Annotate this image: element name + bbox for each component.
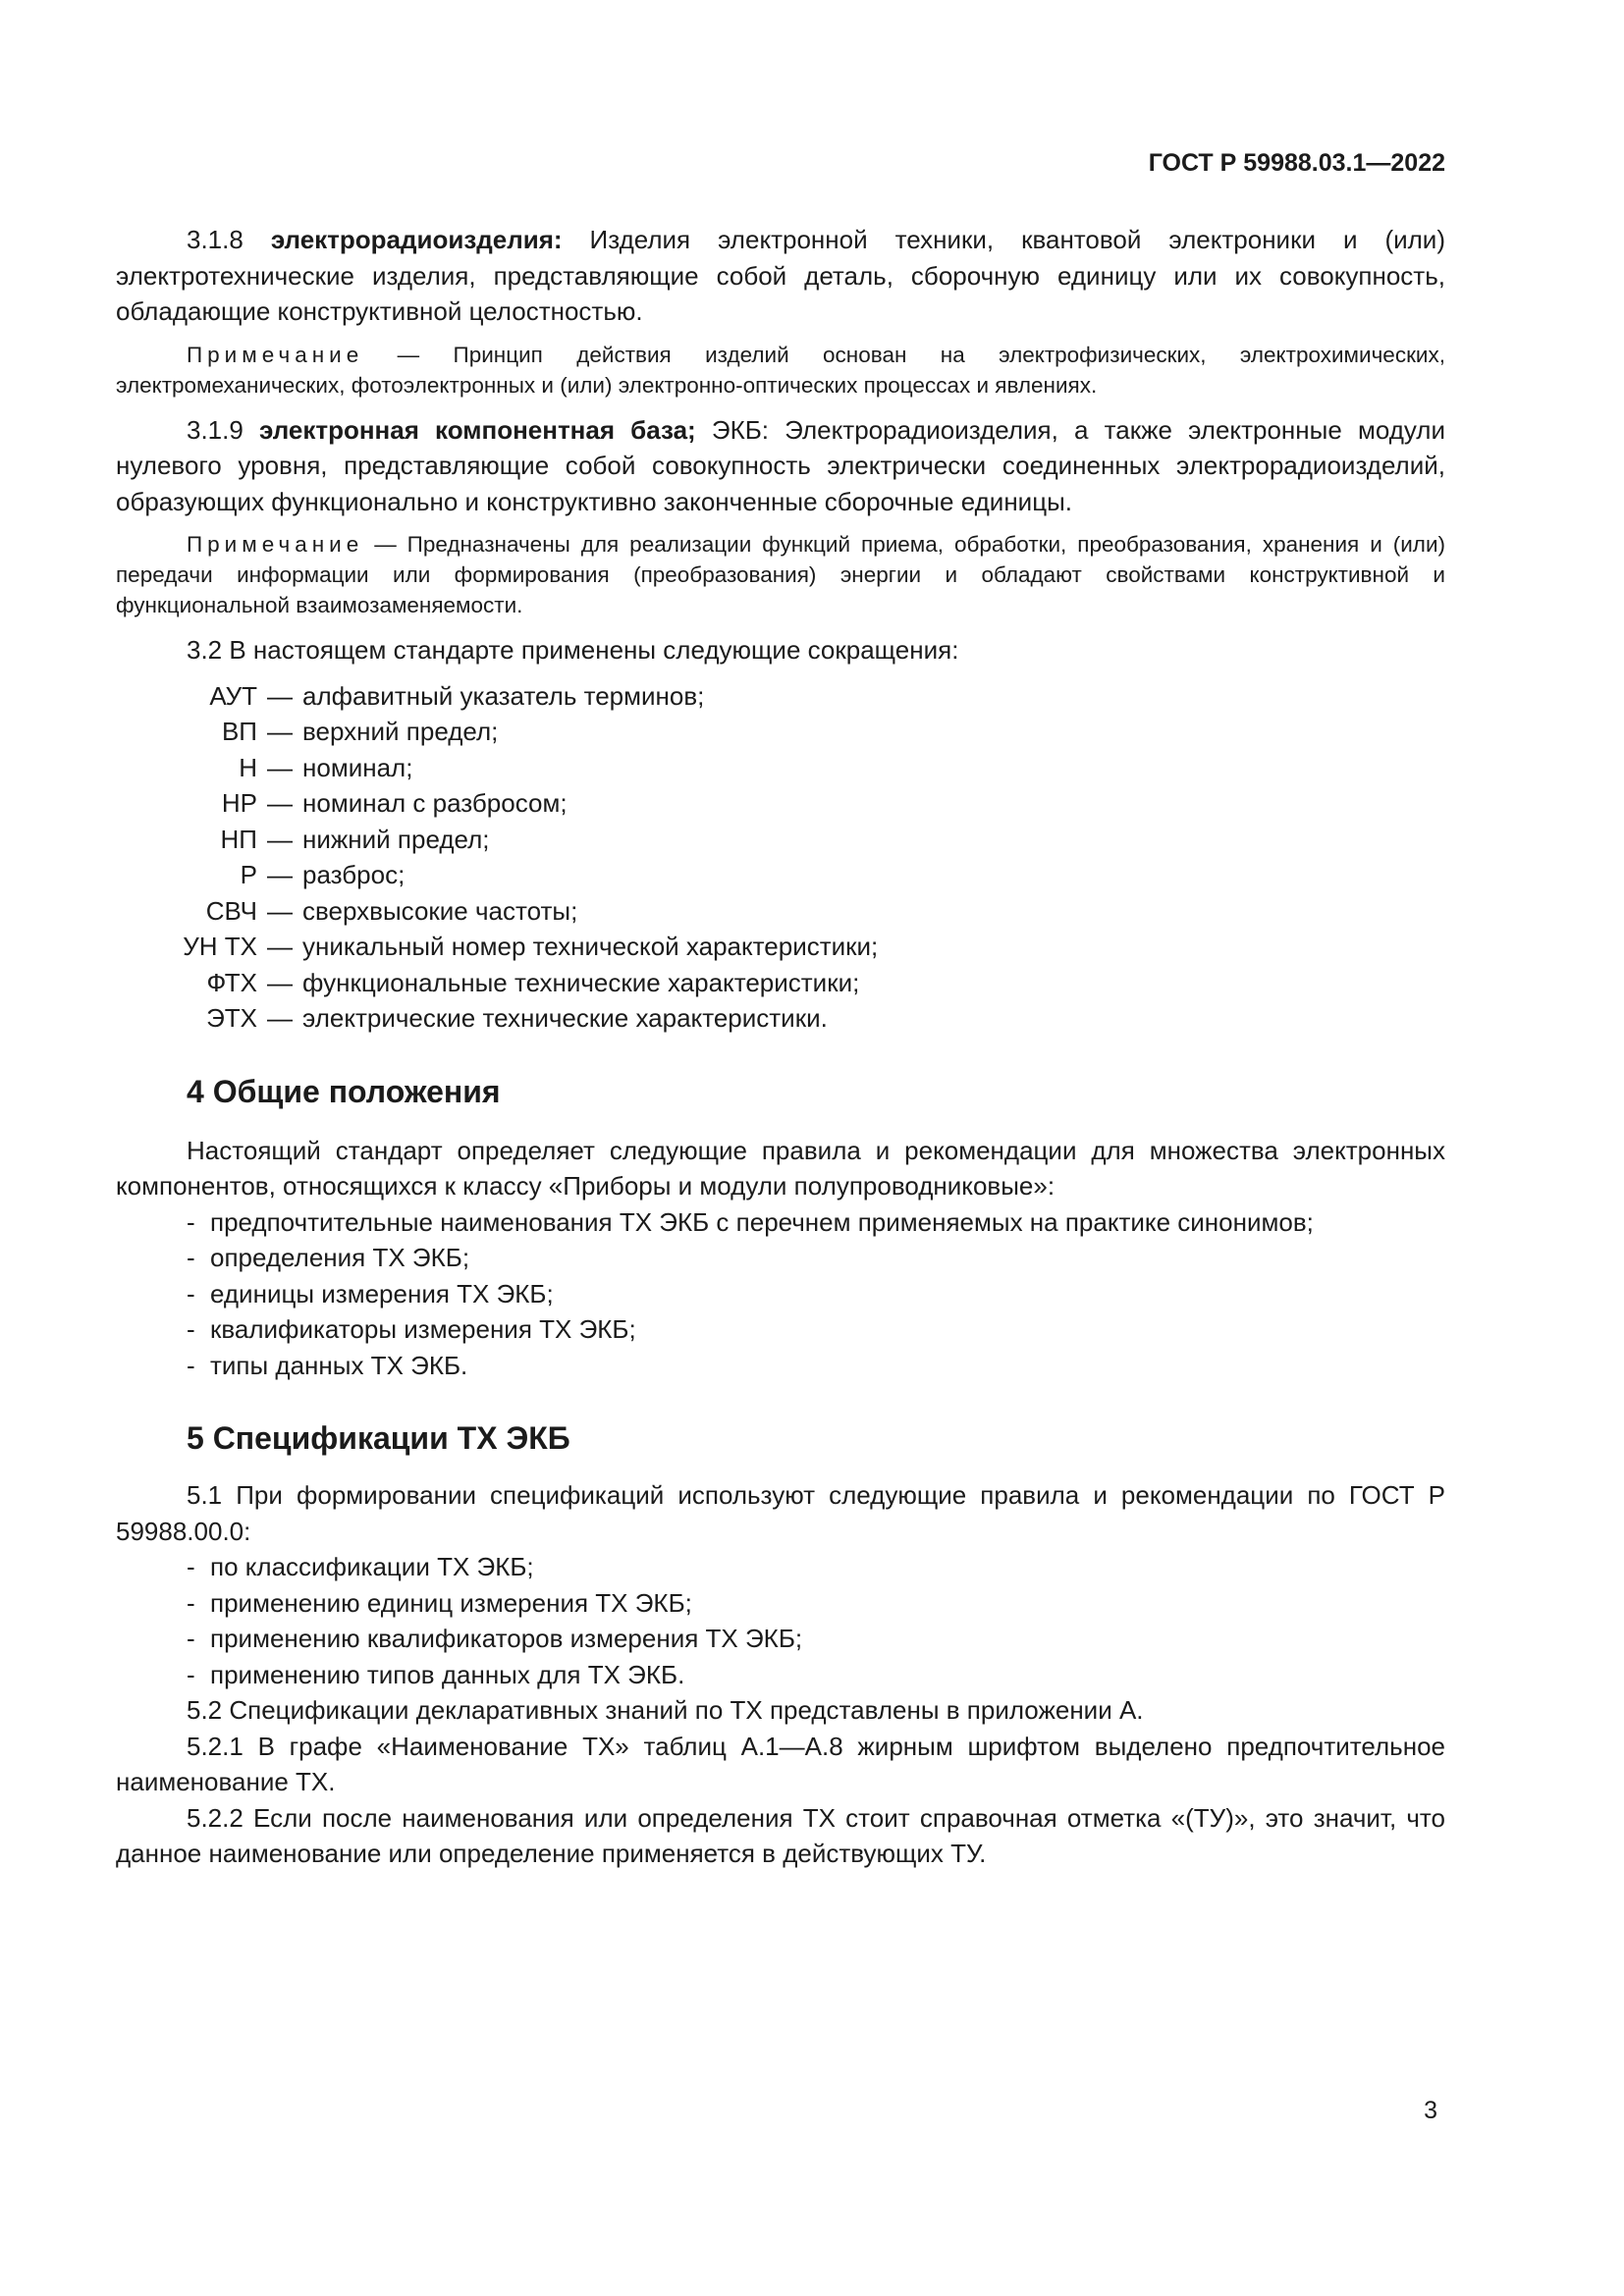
document-code-header: ГОСТ Р 59988.03.1—2022 xyxy=(1148,149,1445,177)
list-item-text: квалификаторы измерения ТХ ЭКБ; xyxy=(210,1314,636,1344)
clause-definition: Изделия электронной техники, квантовой электроники и (или) электротехнические изделия, представляющие собой деталь, сборочную единицу или их совокупность, обладающие конструктивной целостностью. xyxy=(116,225,1445,326)
clause-term: электронная компонентная база; xyxy=(259,414,696,445)
bullet-marker: - xyxy=(187,1587,195,1618)
abbreviation-definition: функциональные технические характеристики; xyxy=(302,967,860,997)
abbreviation-dash: — xyxy=(267,717,293,746)
bullet-marker: - xyxy=(187,1314,195,1344)
clause-5-2: 5.2 Спецификации декларативных знаний по ТХ представлены в приложении А. xyxy=(187,1695,1144,1725)
clause-5-1: 5.1 При формировании спецификаций используют следующие правила и рекомендации по ГОСТ Р 59988.00.0: xyxy=(116,1480,1445,1546)
note-2 xyxy=(116,529,1445,620)
bullet-marker: - xyxy=(187,1350,195,1380)
note-1 xyxy=(116,340,1445,400)
list-item xyxy=(116,1276,1445,1312)
abbreviation-row xyxy=(116,822,1445,858)
list-item-text: определения ТХ ЭКБ; xyxy=(210,1243,470,1272)
clause-definition: ЭКБ: Электрорадиоизделия, а также электронные модули нулевого уровня, представляющие собой совокупность электрически соединенных электрорадиоизделий, образующих функционально и конструктивно законченные сборочные единицы. xyxy=(116,414,1445,516)
abbreviation-definition: номинал с разбросом; xyxy=(302,788,568,818)
list-item-text: типы данных ТХ ЭКБ. xyxy=(210,1350,468,1380)
abbreviation-code: УН ТХ xyxy=(183,932,257,961)
clause-3-2: 3.2 В настоящем стандарте применены следующие сокращения: xyxy=(187,635,959,665)
clause-3-1-9 xyxy=(116,412,1445,520)
note-label: Примечание xyxy=(187,342,364,367)
abbreviation-code: Р xyxy=(240,860,257,889)
list-item xyxy=(116,1204,1445,1241)
abbreviation-definition: уникальный номер технической характеристики; xyxy=(302,932,879,961)
abbreviation-list xyxy=(116,678,1445,1037)
abbreviation-dash: — xyxy=(267,680,293,711)
abbreviation-dash: — xyxy=(267,932,293,961)
clause-5-2-1: 5.2.1 В графе «Наименование ТХ» таблиц А.1—А.8 жирным шрифтом выделено предпочтительное наименование ТХ. xyxy=(116,1731,1445,1796)
abbreviation-dash: — xyxy=(267,895,293,926)
list-item-text: применению квалификаторов измерения ТХ ЭКБ; xyxy=(210,1624,803,1653)
abbreviation-definition: нижний предел; xyxy=(302,824,490,854)
abbreviation-row xyxy=(116,929,1445,965)
list-item-text: предпочтительные наименования ТХ ЭКБ с перечнем применяемых на практике синонимов; xyxy=(210,1206,1314,1237)
section-5-list xyxy=(116,1549,1445,1692)
list-item xyxy=(116,1240,1445,1276)
abbreviation-code: ЭТХ xyxy=(206,1003,257,1033)
list-item-text: единицы измерения ТХ ЭКБ; xyxy=(210,1278,554,1308)
abbreviation-row xyxy=(116,750,1445,786)
abbreviation-dash: — xyxy=(267,1003,293,1033)
abbreviation-dash: — xyxy=(267,860,293,889)
abbreviation-code: НР xyxy=(221,788,257,818)
section-4-list xyxy=(116,1204,1445,1384)
abbreviation-row xyxy=(116,678,1445,715)
document-body xyxy=(116,222,1445,1872)
section-4-heading: 4 Общие положения xyxy=(187,1073,501,1109)
note-text: — Предназначены для реализации функций приема, обработки, преобразования, хранения и (или) передачи информации или формирования (преобразования) энергии и обладают свойствами конструктивной и функциональной взаимозаменяемости. xyxy=(116,532,1445,617)
abbreviation-code: ФТХ xyxy=(206,967,257,997)
note-text: — Принцип действия изделий основан на электрофизических, электрохимических, электромеханических, фотоэлектронных и (или) электронно-оптических процессах и явлениях. xyxy=(116,342,1445,398)
bullet-marker: - xyxy=(187,1206,195,1237)
abbreviation-code: АУТ xyxy=(209,680,257,711)
abbreviation-row xyxy=(116,965,1445,1001)
list-item-text: применению единиц измерения ТХ ЭКБ; xyxy=(210,1587,692,1618)
abbreviation-dash: — xyxy=(267,967,293,997)
abbreviation-definition: верхний предел; xyxy=(302,717,499,746)
abbreviation-code: ВП xyxy=(221,717,257,746)
list-item xyxy=(116,1549,1445,1585)
list-item xyxy=(116,1585,1445,1622)
bullet-marker: - xyxy=(187,1659,195,1689)
clause-number: 3.1.8 xyxy=(187,225,271,254)
abbreviation-row xyxy=(116,1000,1445,1037)
list-item xyxy=(116,1311,1445,1348)
abbreviation-definition: электрические технические характеристики. xyxy=(302,1003,828,1033)
clause-number: 3.1.9 xyxy=(187,414,259,445)
abbreviation-dash: — xyxy=(267,788,293,818)
bullet-marker: - xyxy=(187,1243,195,1272)
abbreviation-dash: — xyxy=(267,824,293,854)
list-item-text: применению типов данных для ТХ ЭКБ. xyxy=(210,1659,685,1689)
abbreviation-row xyxy=(116,893,1445,930)
abbreviation-definition: алфавитный указатель терминов; xyxy=(302,680,705,711)
abbreviation-definition: разброс; xyxy=(302,860,406,889)
section-5-heading: 5 Спецификации ТХ ЭКБ xyxy=(187,1420,570,1456)
list-item xyxy=(116,1621,1445,1657)
bullet-marker: - xyxy=(187,1552,195,1581)
list-item xyxy=(116,1348,1445,1384)
abbreviation-row xyxy=(116,714,1445,750)
section-4-intro: Настоящий стандарт определяет следующие правила и рекомендации для множества электронных компонентов, относящихся к классу «Приборы и модули полупроводниковые»: xyxy=(116,1135,1445,1201)
abbreviation-definition: номинал; xyxy=(302,752,413,782)
list-item xyxy=(116,1657,1445,1693)
abbreviation-row xyxy=(116,857,1445,893)
abbreviation-definition: сверхвысокие частоты; xyxy=(302,895,578,926)
page-number: 3 xyxy=(1424,2097,1437,2124)
abbreviation-code: Н xyxy=(239,752,257,782)
clause-3-1-8 xyxy=(116,222,1445,330)
abbreviation-row xyxy=(116,785,1445,822)
bullet-marker: - xyxy=(187,1624,195,1653)
note-label: Примечание xyxy=(187,532,364,557)
bullet-marker: - xyxy=(187,1278,195,1308)
clause-term: электрорадиоизделия: xyxy=(270,225,563,254)
abbreviation-code: СВЧ xyxy=(205,895,257,926)
abbreviation-dash: — xyxy=(267,752,293,782)
list-item-text: по классификации ТХ ЭКБ; xyxy=(210,1552,534,1581)
clause-5-2-2: 5.2.2 Если после наименования или определения ТХ стоит справочная отметка «(ТУ)», это значит, что данное наименование или определение применяется в действующих ТУ. xyxy=(116,1802,1445,1868)
abbreviation-code: НП xyxy=(220,824,257,854)
